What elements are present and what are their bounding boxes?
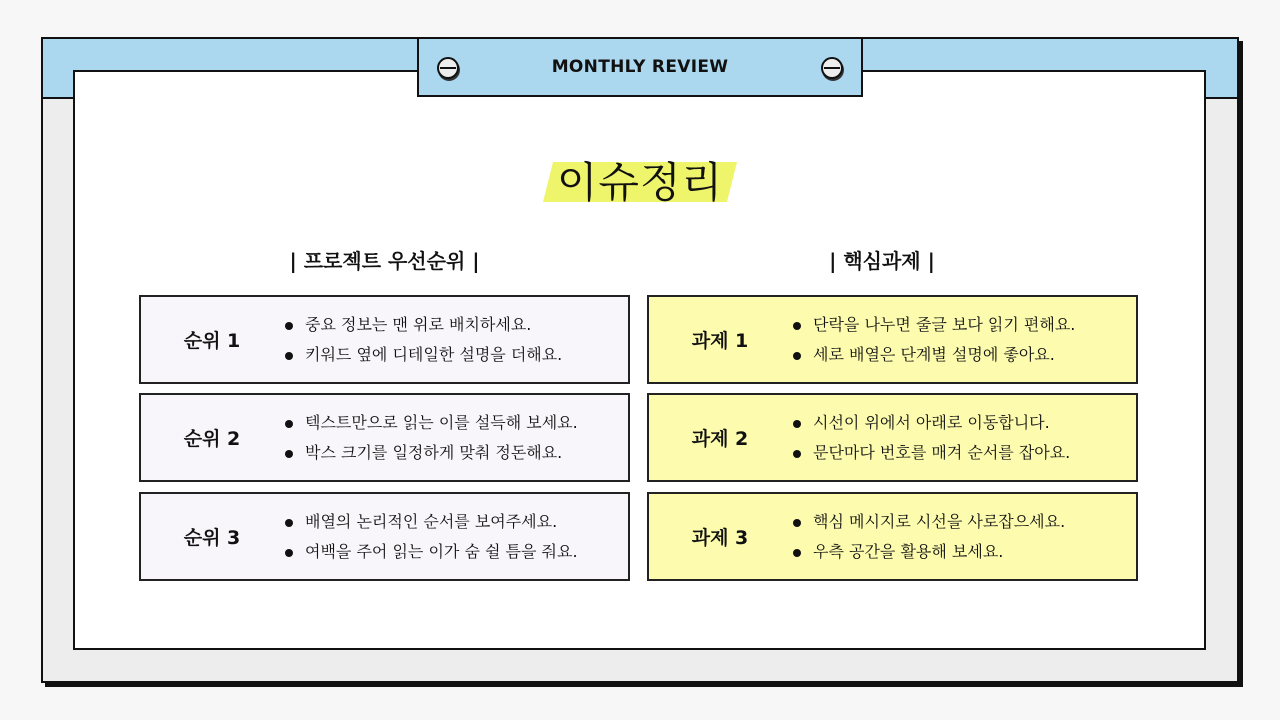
bullet-item: 키워드 옆에 디테일한 설명을 더해요. (283, 340, 562, 370)
bullet-item: 단락을 나누면 줄글 보다 읽기 편해요. (791, 310, 1075, 340)
card-label: 과제 2 (691, 428, 749, 450)
card-label: 순위 3 (183, 527, 241, 549)
page-title: 이슈정리 (556, 158, 724, 207)
bullet-item: 배열의 논리적인 순서를 보여주세요. (283, 507, 578, 537)
right-heading: | 핵심과제 | (829, 249, 935, 273)
bullet-list (791, 507, 1065, 567)
bullet-item: 문단마다 번호를 매겨 순서를 잡아요. (791, 438, 1070, 468)
left-card (139, 393, 630, 482)
header-title: MONTHLY REVIEW (551, 57, 729, 77)
card-label: 순위 1 (183, 330, 241, 352)
bullet-list (283, 408, 578, 468)
bullet-list (283, 507, 578, 567)
bullet-item: 중요 정보는 맨 위로 배치하세요. (283, 310, 562, 340)
bullet-list (791, 408, 1070, 468)
bullet-item: 박스 크기를 일정하게 맞춰 정돈해요. (283, 438, 578, 468)
right-card (647, 295, 1138, 384)
bullet-item: 텍스트만으로 읽는 이를 설득해 보세요. (283, 408, 578, 438)
screw-icon (821, 57, 843, 79)
left-card (139, 492, 630, 581)
bullet-item: 핵심 메시지로 시선을 사로잡으세요. (791, 507, 1065, 537)
screw-icon (437, 57, 459, 79)
bullet-item: 여백을 주어 읽는 이가 숨 쉴 틈을 줘요. (283, 537, 578, 567)
bullet-list (791, 310, 1075, 370)
bullet-item: 세로 배열은 단계별 설명에 좋아요. (791, 340, 1075, 370)
header-tab (417, 37, 863, 97)
right-card (647, 492, 1138, 581)
left-card (139, 295, 630, 384)
left-heading: | 프로젝트 우선순위 | (289, 249, 480, 273)
card-label: 과제 3 (691, 527, 749, 549)
bullet-list (283, 310, 562, 370)
bullet-item: 우측 공간을 활용해 보세요. (791, 537, 1065, 567)
right-card (647, 393, 1138, 482)
card-label: 과제 1 (691, 330, 749, 352)
card-label: 순위 2 (183, 428, 241, 450)
bullet-item: 시선이 위에서 아래로 이동합니다. (791, 408, 1070, 438)
